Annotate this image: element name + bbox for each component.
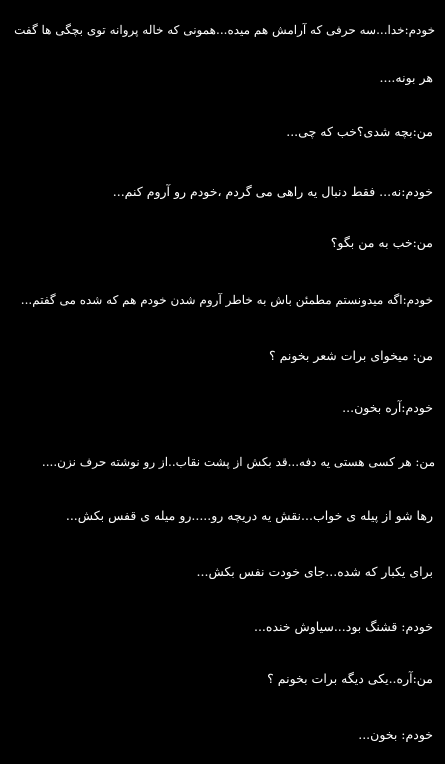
text-line: خودم:نه... فقط دنبال یه راهی می گردم ،خودم رو آروم کنم... <box>112 184 433 199</box>
text-line: برای یکبار که شده...جای خودت نفس بکش... <box>196 564 433 579</box>
text-line: خودم:اگه میدونستم مطمئن باش به خاطر آروم شدن خودم هم که شده می گفتم... <box>20 293 433 307</box>
text-line: من:خب به من بگو؟ <box>330 235 433 250</box>
text-line: هر بونه.... <box>379 70 433 85</box>
text-line: خودم:آره بخون... <box>342 400 433 415</box>
text-line: من: میخوای برات شعر بخونم ؟ <box>269 348 433 363</box>
text-line: من:بچه شدی؟خب که چی... <box>286 124 433 139</box>
text-line: خودم:خدا...سه حرفی که آرامش هم میده...همونی که خاله پروانه توی بچگی ها گفت <box>14 23 435 37</box>
text-line: من: هر کسی هستی یه دفه...قد بکش از پشت نقاب..از رو نوشته حرف نزن.... <box>41 455 435 469</box>
text-line: خودم: بخون... <box>358 727 433 742</box>
text-line: خودم: قشنگ بود...سیاوش خنده... <box>253 619 433 634</box>
text-line: رها شو از پیله ی خواب...نقش یه دریچه رو.....رو میله ی قفس بکش... <box>65 508 433 523</box>
text-line: من:آره..یکی دیگه برات بخونم ؟ <box>267 671 433 686</box>
